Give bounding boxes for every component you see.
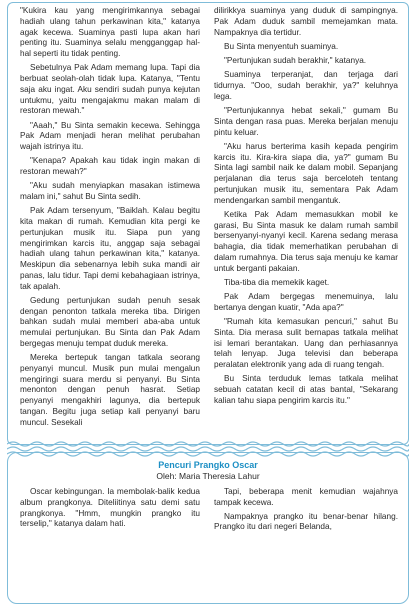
paragraph: "Kukira kau yang mengirimkannya sebagai hadiah ulang tahun perkawinan kita," katanya agak kecewa. Suaminya pasti lupa akan hari penting itu. Suaminya selalu mengganggap hal-hal seperti itu tidak penting. (20, 6, 200, 58)
paragraph: "Pertunjukan sudah berakhir," katanya. (224, 56, 367, 65)
paragraph: Nampaknya prangko itu benar-benar hilang. Prangko itu dari negeri Belanda, (214, 511, 398, 532)
paragraph: Bu Sinta menyentuh suaminya. (224, 41, 339, 51)
paragraph: Gedung pertunjukan sudah penuh sesak dengan penonton tatkala mereka tiba. Dirigen bahkan sudah mulai memberi aba-aba untuk memulai pertunjukan. Bu Sinta dan Pak Adam bergegas menuju tempat duduk mereka. (20, 295, 200, 348)
paragraph: "Aku sudah menyiapkan masakan istimewa malam ini," sahut Bu Sinta sedih. (20, 181, 200, 201)
paragraph: Pak Adam tersenyum, "Baiklah. Kalau begitu kita makan di rumah. Kemudian kita pergi ke pertunjukan musik itu. Siapa pun yang mengirimkan karcis itu, anggap saja sebagai hadiah ulang tahun perkawinan kita," katanya. Meskipun dia sebenarnya lebih suka mandi air panas, lalu tidur. Tapi demi kebahagiaan istrinya, tak apalah. (20, 206, 200, 291)
paragraph: Sebetulnya Pak Adam memang lupa. Tapi dia berbuat seolah-olah tidak lupa. Katanya, "Tentu saja aku ingat. Aku sendiri sudah punya kejutan untukmu, yaitu mengajakmu makan malam di restoran mewah." (20, 63, 200, 116)
left-column (20, 6, 200, 432)
paragraph: Oscar kebingungan. Ia membolak-balik kedua album prangkonya. Diteliitinya satu demi satu prangkonya. "Hmm, mungkin prangko itu terselip," katanya dalam hati. (20, 487, 200, 529)
story-title: Pencuri Prangko Oscar (158, 460, 258, 470)
paragraph: dilirikkya suaminya yang duduk di sampingnya. Pak Adam duduk sambil memejamkan mata. Nampaknya dia tertidur. (214, 6, 398, 37)
paragraph: Ketika Pak Adam memasukkan mobil ke garasi, Bu Sinta masuk ke dalam rumah sambil bersenyanyi-nyanyi kecil. Karena sedang merasa bahagia, dia tidak memerhatikan perubahan di dalam rumahnya. Dia terus saja menuju ke kamar untuk berganti pakaian. (214, 209, 398, 273)
paragraph: "Aaah," Bu Sinta semakin kecewa. Sehingga Pak Adam menjadi heran melihat perubahan wajah istrinya itu. (20, 120, 200, 151)
paragraph: "Rumah kita kemasukan pencuri," sahut Bu Sinta. Dia merasa sulit bernapas tatkala melihat isi lemari berantakan. Uang dan perhiasannya telah lenyap. Juga televisi dan beberapa peralatan elektronik yang ada di ruang tengah. (214, 317, 398, 369)
story-author: Oleh: Maria Theresia Lahur (156, 471, 260, 481)
paragraph: Bu Sinta terduduk lemas tatkala melihat sebuah catatan kecil di atas bantal, "Sekarang kalian tahu siapa pengirim karcis itu." (214, 374, 398, 405)
paragraph: Tapi, beberapa menit kemudian wajahnya tampak kecewa. (214, 487, 398, 507)
paragraph: "Aku harus berterima kasih kepada pengirim karcis itu. Kira-kira siapa dia, ya?" gumam Bu Sinta lagi sambil naik ke dalam mobil. Sepanjang perjalanan dia terus saja berceloteh tentang pertunjukan musik itu, sementara Pak Adam mendengarkan sambil mengantuk. (214, 141, 398, 205)
next-story-left-column (20, 487, 200, 533)
next-story-right-column (214, 487, 398, 536)
paragraph: "Pertunjukannya hebat sekali," gumam Bu Sinta dengan rasa puas. Mereka berjalan menuju pintu keluar. (214, 106, 398, 137)
paragraph: Pak Adam bergegas menemuinya, lalu bertanya dengan kuatir, "Ada apa?" (214, 292, 398, 312)
paragraph: "Kenapa? Apakah kau tidak ingin makan di restoran mewah?" (20, 156, 200, 176)
paragraph: Mereka bertepuk tangan tatkala seorang penyanyi muncul. Musik pun mulai mengalun mengiringi suara merdu si penyanyi. Bu Sinta menonton dengan penuh hasrat. Setiap penyanyi mengakhiri lagunya, dia bertepuk tangan. Begitu juga setiap kali penyanyi baru muncul. Sesekali (20, 353, 200, 427)
wave-divider (7, 440, 409, 458)
paragraph: Suaminya terperanjat, dan terjaga dari tidurnya. "Ooo, sudah berakhir, ya?" keluhnya lega. (214, 70, 398, 101)
right-column (214, 6, 398, 410)
paragraph: Tiba-tiba dia memekik kaget. (224, 277, 330, 287)
